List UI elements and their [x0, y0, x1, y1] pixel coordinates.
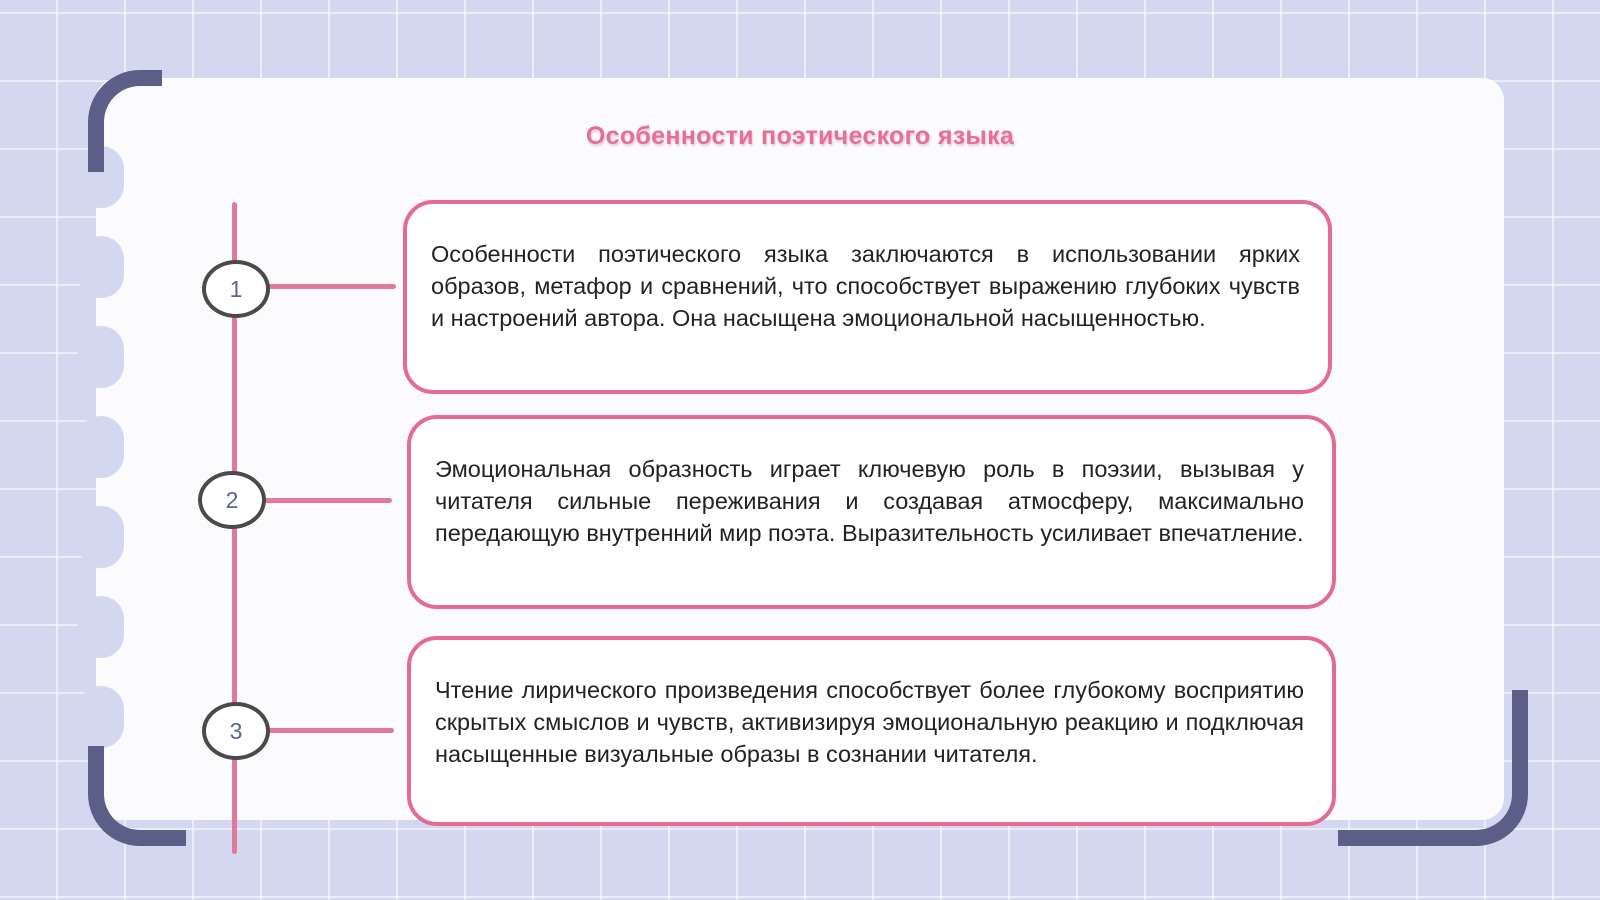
frame-corner-bottom-left	[88, 746, 186, 846]
timeline-connector	[266, 284, 396, 289]
binder-notch	[78, 416, 124, 478]
step-card	[407, 636, 1336, 826]
binder-notch	[78, 236, 124, 298]
binder-notch	[78, 596, 124, 658]
timeline-connector	[266, 728, 394, 733]
binder-notch	[78, 686, 124, 748]
step-card	[403, 200, 1332, 394]
binder-notch	[78, 326, 124, 388]
step-card-text: Эмоциональная образность играет ключевую роль в поэзии, вызывая у читателя сильные переживания и создавая атмосферу, максимально передающую внутренний мир поэта. Выразительность усиливает впечатление.	[435, 456, 1304, 546]
frame-corner-bottom-right	[1338, 690, 1528, 846]
step-number-badge: 1	[202, 260, 270, 318]
timeline-connector	[262, 498, 392, 503]
step-card-text: Особенности поэтического языка заключаются в использовании ярких образов, метафор и сравнений, что способствует выражению глубоких чувств и настроений автора. Она насыщена эмоциональной насыщенностью.	[431, 241, 1300, 331]
step-card-text: Чтение лирического произведения способствует более глубокому восприятию скрытых смыслов и чувств, активизируя эмоциональную реакцию и подключая насыщенные визуальные образы в сознании читателя.	[435, 677, 1304, 767]
frame-corner-top-left	[88, 70, 162, 172]
slide-title: Особенности поэтического языка	[585, 122, 1015, 150]
step-number-badge: 2	[198, 471, 266, 529]
binder-notch	[78, 506, 124, 568]
step-card	[407, 415, 1336, 609]
step-number-badge: 3	[202, 702, 270, 760]
